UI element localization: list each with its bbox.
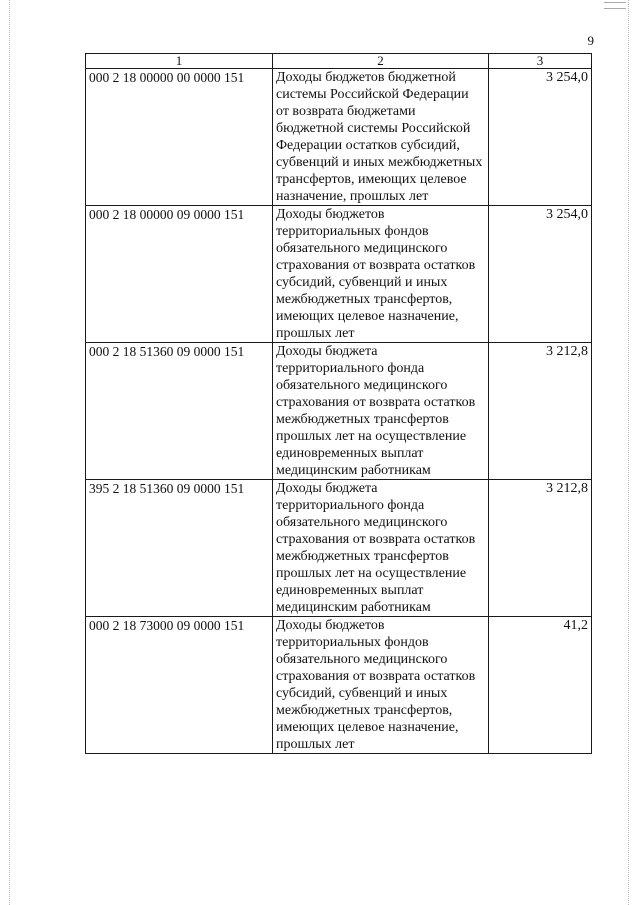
scan-top-mark	[604, 2, 626, 9]
table-row	[86, 69, 592, 206]
revenue-amount: 41,2	[489, 617, 592, 754]
page-number: 9	[587, 33, 594, 48]
revenue-code: 000 2 18 73000 09 0000 151	[86, 617, 273, 754]
table-row	[86, 480, 592, 617]
revenue-description: Доходы бюджетов бюджетной системы Российской Федерации от возврата бюджетами бюджетной системы Российской Федерации остатков субсидий, субвенций и иных межбюджетных трансфертов, имеющих целевое назначение, прошлых лет	[273, 69, 489, 206]
table-row	[86, 206, 592, 343]
scan-edge-right	[626, 0, 629, 905]
revenue-amount: 3 212,8	[489, 480, 592, 617]
revenue-amount: 3 212,8	[489, 343, 592, 480]
column-header-amount: 3	[489, 54, 592, 69]
revenue-amount: 3 254,0	[489, 206, 592, 343]
revenue-description: Доходы бюджетов территориальных фондов обязательного медицинского страхования от возврата остатков субсидий, субвенций и иных межбюджетных трансфертов, имеющих целевое назначение, прошлых лет	[273, 617, 489, 754]
table-header-row	[86, 54, 592, 69]
revenue-description: Доходы бюджетов территориальных фондов обязательного медицинского страхования от возврата остатков субсидий, субвенций и иных межбюджетных трансфертов, имеющих целевое назначение, прошлых лет	[273, 206, 489, 343]
scan-edge-left	[9, 0, 12, 905]
budget-revenue-table	[85, 53, 592, 754]
column-header-description: 2	[273, 54, 489, 69]
table-row	[86, 617, 592, 754]
revenue-code: 000 2 18 51360 09 0000 151	[86, 343, 273, 480]
revenue-code: 000 2 18 00000 00 0000 151	[86, 69, 273, 206]
column-header-code: 1	[86, 54, 273, 69]
revenue-description: Доходы бюджета территориального фонда обязательного медицинского страхования от возврата остатков межбюджетных трансфертов прошлых лет на осуществление единовременных выплат медицинским работникам	[273, 343, 489, 480]
revenue-description: Доходы бюджета территориального фонда обязательного медицинского страхования от возврата остатков межбюджетных трансфертов прошлых лет на осуществление единовременных выплат медицинским работникам	[273, 480, 489, 617]
table-row	[86, 343, 592, 480]
revenue-amount: 3 254,0	[489, 69, 592, 206]
revenue-code: 395 2 18 51360 09 0000 151	[86, 480, 273, 617]
revenue-code: 000 2 18 00000 09 0000 151	[86, 206, 273, 343]
